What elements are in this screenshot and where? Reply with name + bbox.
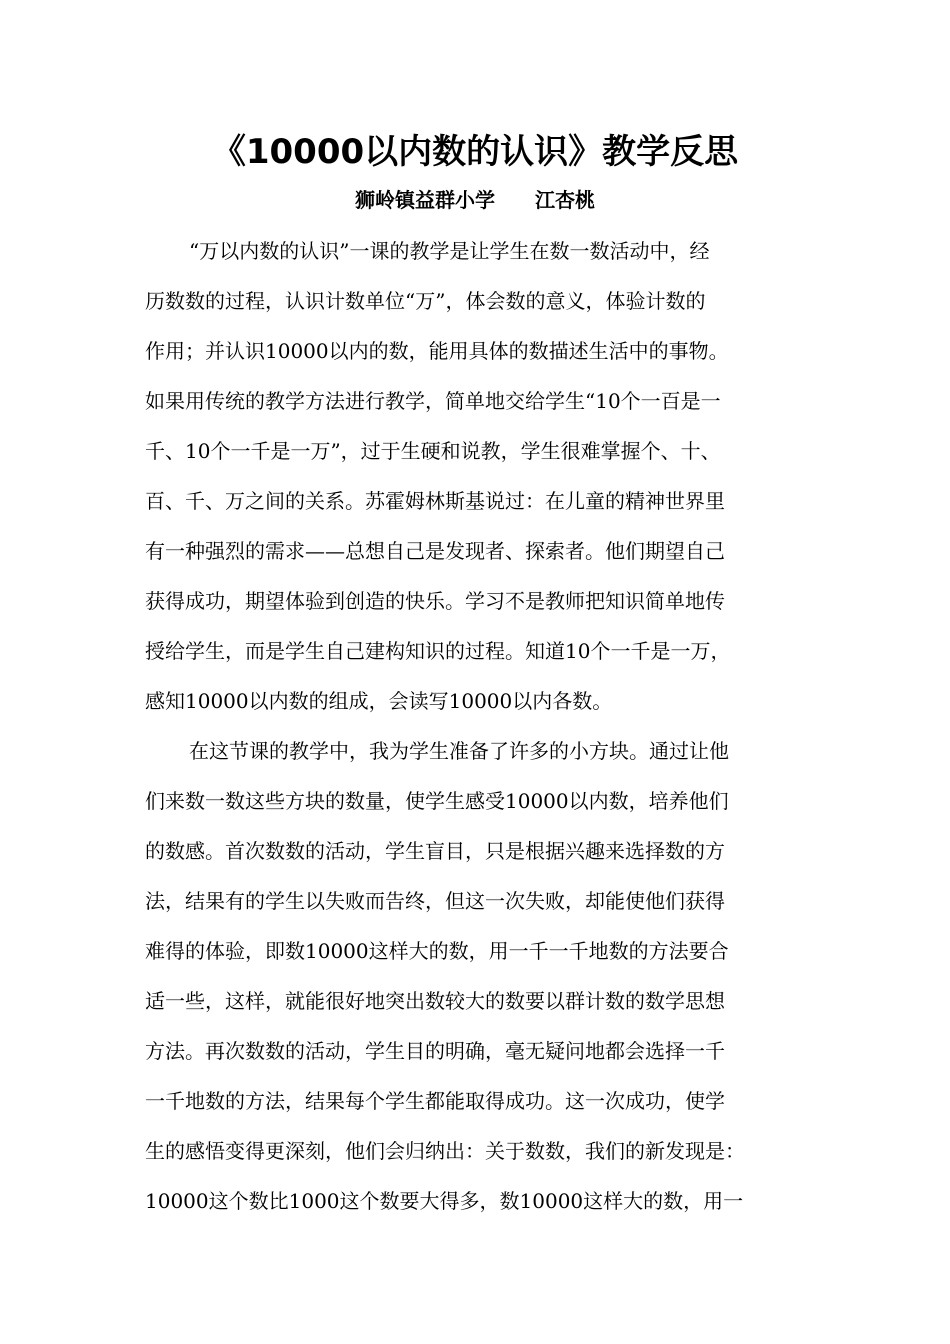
text-line: 适一些，这样，就能很好地突出数较大的数要以群计数的数学思想 [145, 989, 725, 1013]
text-line: 历数数的过程，认识计数单位“万”，体会数的意义，体验计数的 [145, 289, 706, 313]
text-line: 在这节课的教学中，我为学生准备了许多的小方块。通过让他 [189, 739, 729, 763]
text-line: 方法。再次数数的活动，学生目的明确，毫无疑问地都会选择一千 [145, 1039, 725, 1063]
text-line: 如果用传统的教学方法进行教学，简单地交给学生“10个一百是一 [145, 389, 721, 413]
text-line: 作用；并认识10000以内的数，能用具体的数描述生活中的事物。 [145, 339, 729, 363]
text-line: “万以内数的认识”一课的教学是让学生在数一数活动中，经 [189, 239, 710, 263]
text-line: 的数感。首次数数的活动，学生盲目，只是根据兴趣来选择数的方 [145, 839, 725, 863]
document-body [145, 226, 805, 1226]
text-line: 难得的体验，即数10000这样大的数，用一千一千地数的方法要合 [145, 939, 729, 963]
text-line: 授给学生，而是学生自己建构知识的过程。知道10个一千是一万， [145, 639, 731, 663]
text-line: 有一种强烈的需求——总想自己是发现者、探索者。他们期望自己 [145, 539, 725, 563]
paragraph-2 [145, 726, 805, 1226]
text-line: 千、10个一千是一万”，过于生硬和说教，学生很难掌握个、十、 [145, 439, 721, 463]
document-title: 《10000以内数的认识》教学反思 [211, 132, 739, 172]
text-line: 生的感悟变得更深刻，他们会归纳出：关于数数，我们的新发现是： [145, 1139, 745, 1163]
text-line: 10000这个数比1000这个数要大得多，数10000这样大的数，用一 [145, 1189, 744, 1213]
text-line: 们来数一数这些方块的数量，使学生感受10000以内数，培养他们 [145, 789, 729, 813]
text-line: 一千地数的方法，结果每个学生都能取得成功。这一次成功，使学 [145, 1089, 725, 1113]
text-line: 百、千、万之间的关系。苏霍姆林斯基说过：在儿童的精神世界里 [145, 489, 725, 513]
text-line: 获得成功，期望体验到创造的快乐。学习不是教师把知识简单地传 [145, 589, 725, 613]
text-line: 感知10000以内数的组成，会读写10000以内各数。 [145, 689, 613, 713]
author-byline: 狮岭镇益群小学 江杏桃 [355, 188, 595, 212]
paragraph-1 [145, 226, 805, 726]
text-line: 法，结果有的学生以失败而告终，但这一次失败，却能使他们获得 [145, 889, 725, 913]
